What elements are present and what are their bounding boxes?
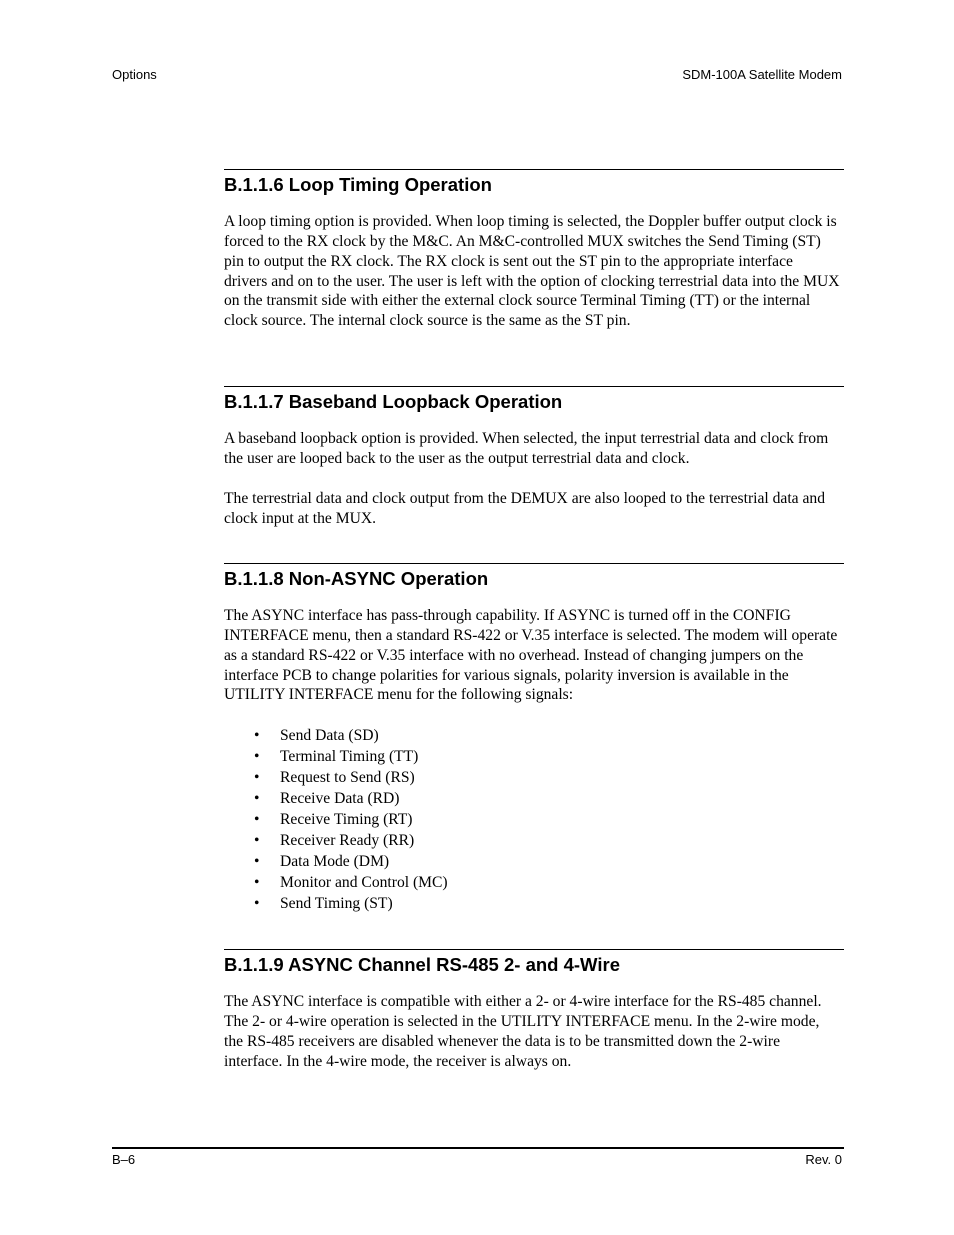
bullet-icon: • <box>254 769 260 787</box>
revision-label: Rev. 0 <box>805 1152 842 1167</box>
footer-divider <box>112 1147 844 1149</box>
list-item-text: Send Data (SD) <box>280 727 379 745</box>
list-item <box>224 725 844 746</box>
list-item-text: Request to Send (RS) <box>280 769 415 787</box>
body-paragraph: A baseband loopback option is provided. When selected, the input terrestrial data and clock from the user are looped back to the user as the output terrestrial data and clock. <box>224 430 829 467</box>
list-item <box>224 830 844 851</box>
running-header-right: SDM-100A Satellite Modem <box>682 67 842 82</box>
bullet-icon: • <box>254 748 260 766</box>
list-item-text: Monitor and Control (MC) <box>280 874 448 892</box>
bullet-icon: • <box>254 853 260 871</box>
section-heading: B.1.1.9 ASYNC Channel RS-485 2- and 4-Wire <box>224 954 620 975</box>
list-item-text: Data Mode (DM) <box>280 853 390 871</box>
section-loop-timing <box>224 169 844 331</box>
list-item <box>224 788 844 809</box>
section-baseband-loopback <box>224 386 844 528</box>
section-heading: B.1.1.6 Loop Timing Operation <box>224 174 492 195</box>
section-non-async <box>224 563 844 914</box>
body-paragraph: The ASYNC interface is compatible with either a 2- or 4-wire interface for the RS-485 channel. The 2- or 4-wire operation is selected in the UTILITY INTERFACE menu. In the 2-wire mode, the RS-485 receivers are disabled whenever the data is to be transmitted down the 2-wire interface. In the 4-wire mode, the receiver is always on. <box>224 993 822 1070</box>
body-paragraph: A loop timing option is provided. When loop timing is selected, the Doppler buffer output clock is forced to the RX clock by the M&C. An M&C-controlled MUX switches the Send Timing (ST) pin to output the RX clock. The RX clock is sent out the ST pin to the appropriate interface drivers and on to the user. The user is left with the option of clocking terrestrial data into the MUX on the transmit side with either the external clock source Terminal Timing (TT) or the internal clock source. The internal clock source is the same as the ST pin. <box>224 213 840 330</box>
section-async-rs485 <box>224 949 844 1071</box>
list-item <box>224 809 844 830</box>
list-item <box>224 893 844 914</box>
running-header-left: Options <box>112 67 157 82</box>
section-heading: B.1.1.8 Non-ASYNC Operation <box>224 568 489 589</box>
bullet-icon: • <box>254 832 260 850</box>
list-item-text: Receiver Ready (RR) <box>280 832 415 850</box>
list-item <box>224 872 844 893</box>
page-number: B–6 <box>112 1152 136 1167</box>
bullet-icon: • <box>254 895 260 913</box>
list-item-text: Send Timing (ST) <box>280 895 393 913</box>
list-item-text: Receive Timing (RT) <box>280 811 413 829</box>
bullet-icon: • <box>254 727 260 745</box>
list-item-text: Terminal Timing (TT) <box>280 748 419 766</box>
section-heading: B.1.1.7 Baseband Loopback Operation <box>224 391 563 412</box>
list-item <box>224 746 844 767</box>
body-paragraph: The ASYNC interface has pass-through capability. If ASYNC is turned off in the CONFIG INTERFACE menu, then a standard RS-422 or V.35 interface is selected. The modem will operate as a standard RS-422 or V.35 interface with no overhead. Instead of changing jumpers on the interface PCB to change polarities for various signals, polarity inversion is available in the UTILITY INTERFACE menu for the following signals: <box>224 607 838 704</box>
bullet-icon: • <box>254 811 260 829</box>
signal-list <box>224 725 844 914</box>
bullet-icon: • <box>254 874 260 892</box>
list-item <box>224 851 844 872</box>
list-item <box>224 767 844 788</box>
bullet-icon: • <box>254 790 260 808</box>
body-paragraph: The terrestrial data and clock output from the DEMUX are also looped to the terrestrial data and clock input at the MUX. <box>224 489 826 527</box>
list-item-text: Receive Data (RD) <box>280 790 400 808</box>
